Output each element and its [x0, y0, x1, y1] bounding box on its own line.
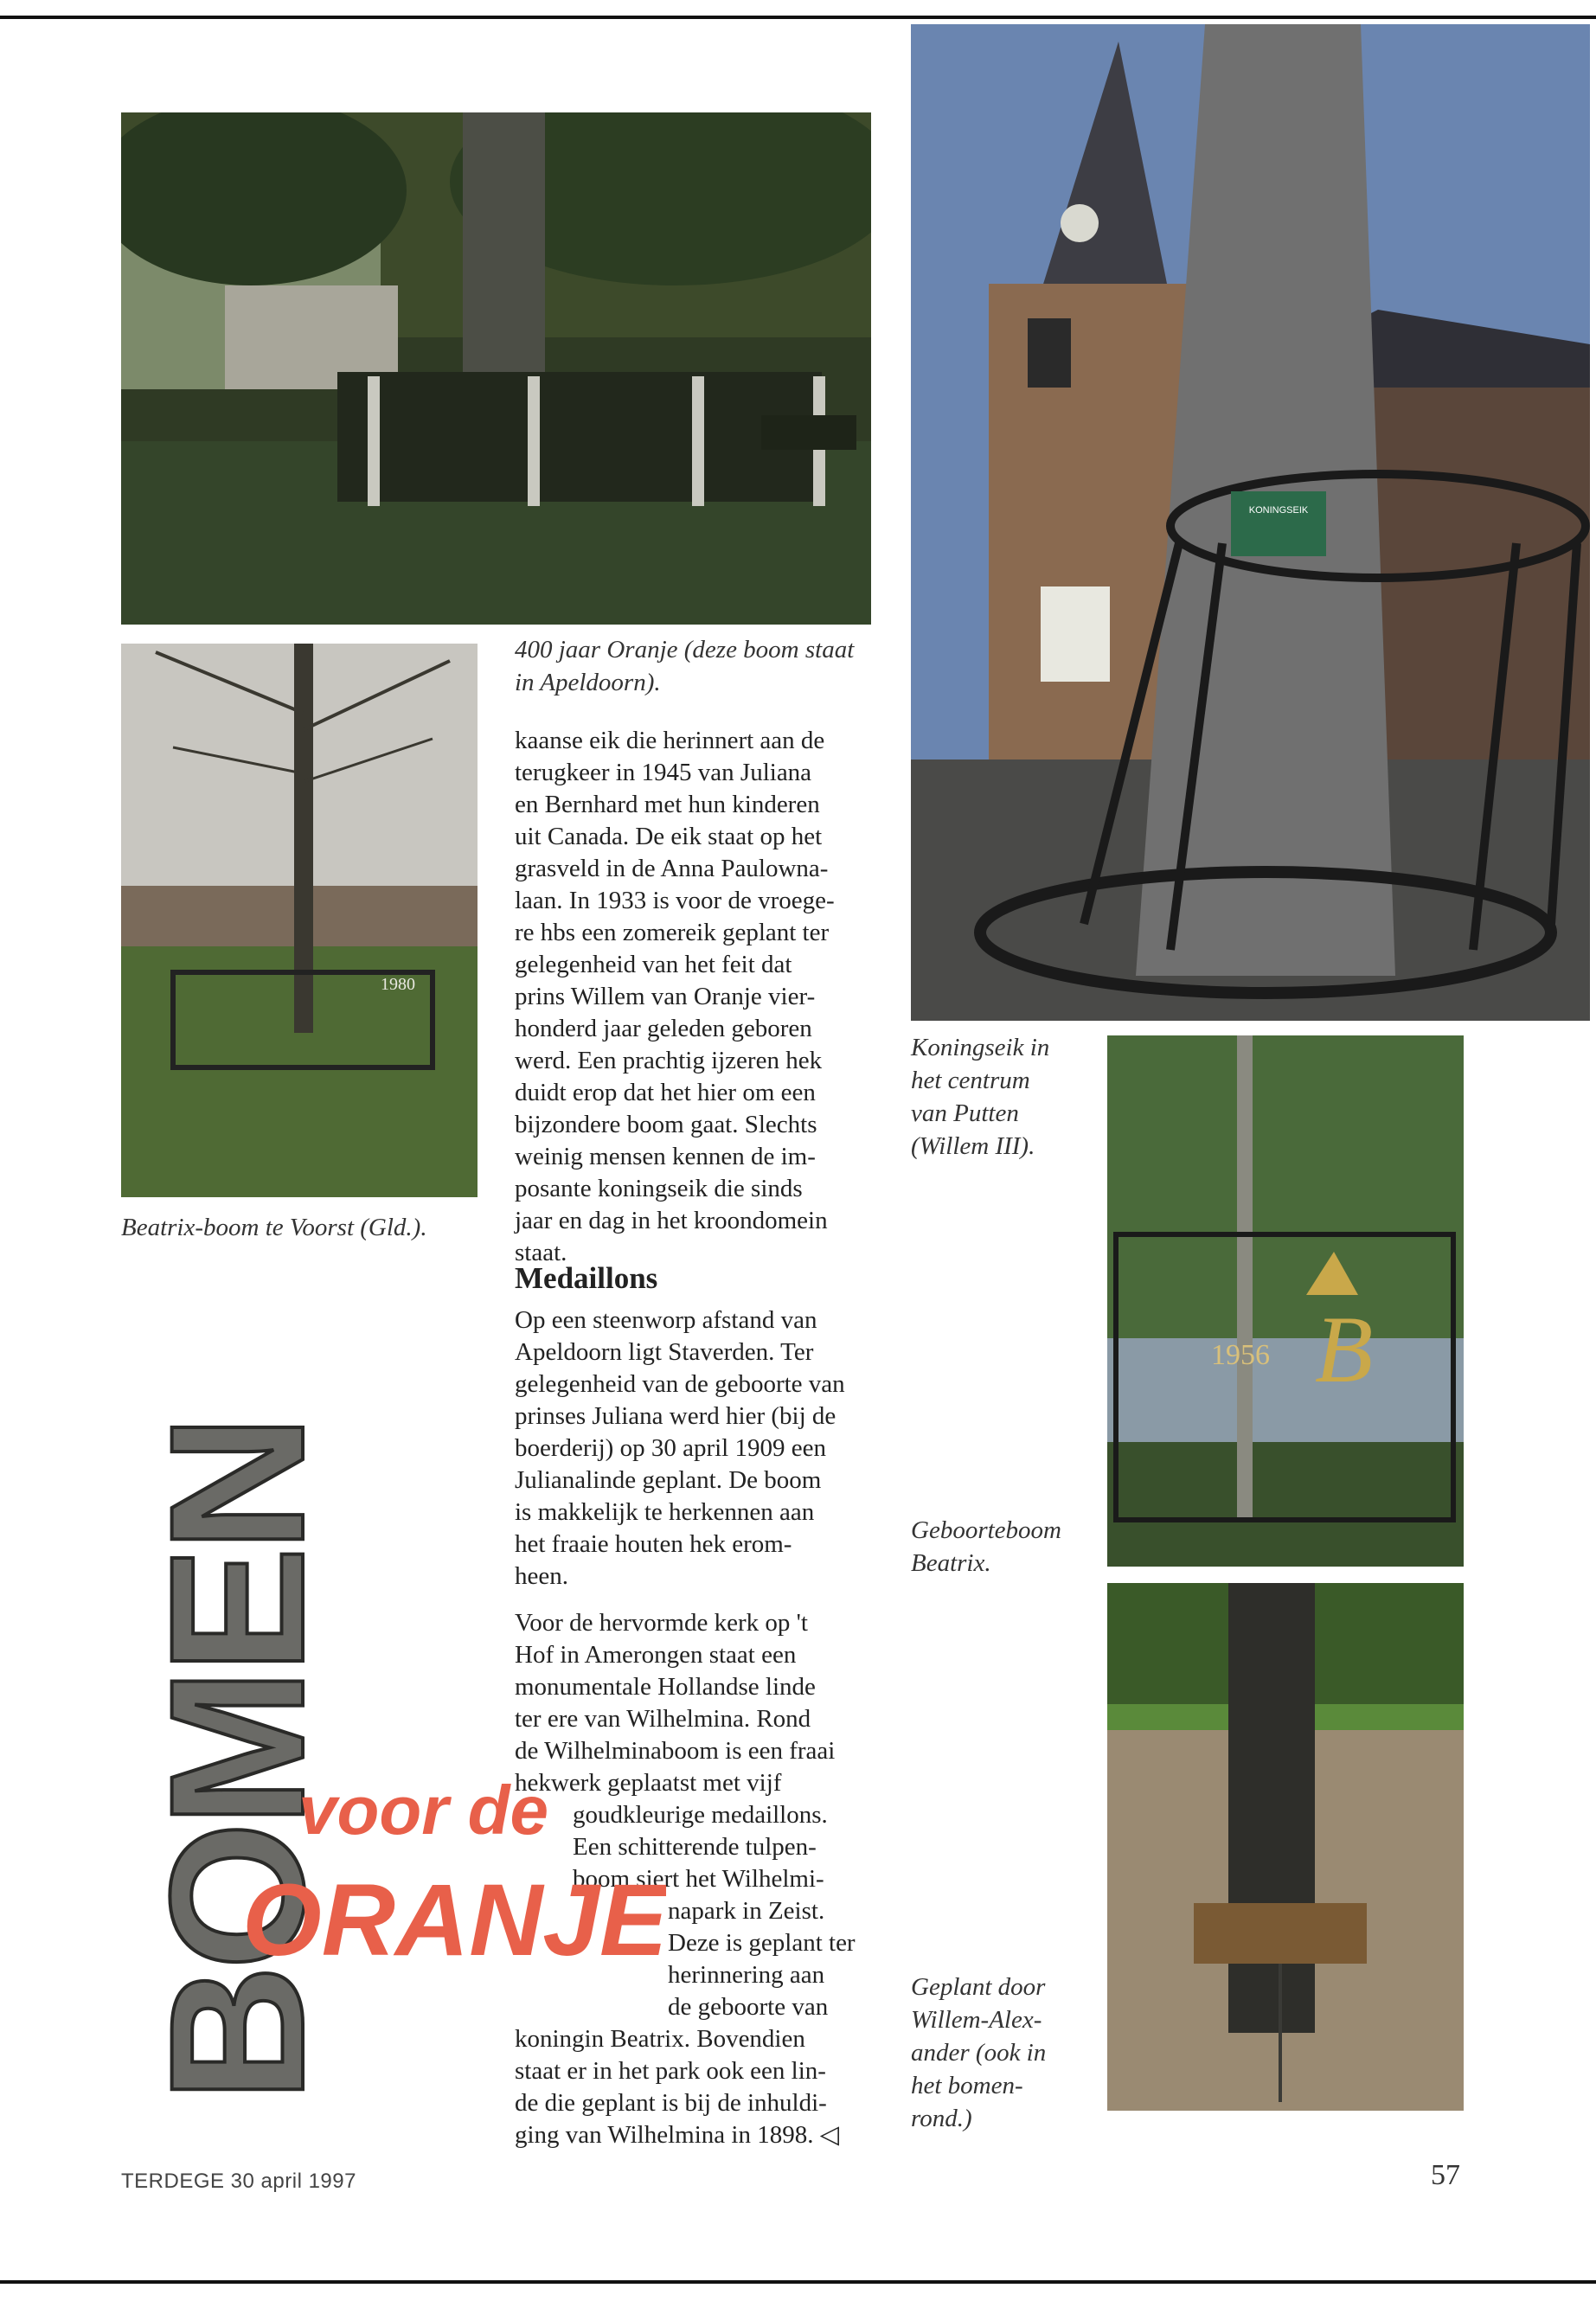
- voorst-year-text: 1980: [381, 975, 415, 994]
- body-line: duidt erop dat het hier om een: [515, 1079, 816, 1106]
- page-number: 57: [1431, 2159, 1460, 2191]
- caption-line: (Willem III).: [911, 1132, 1035, 1160]
- caption-line: het bomen-: [911, 2072, 1023, 2099]
- body-line: prins Willem van Oranje vier-: [515, 983, 816, 1010]
- koningseik-sign-text: KONINGSEIK: [1248, 505, 1309, 516]
- geboorteboom-initial-text: B: [1315, 1297, 1374, 1402]
- caption-line: Geplant door: [911, 1973, 1046, 2001]
- body-line: staat er in het park ook een lin-: [515, 2057, 826, 2085]
- photo-geboorteboom-beatrix: [1107, 1035, 1464, 1567]
- section-heading-medaillons: Medaillons: [515, 1261, 658, 1295]
- body-line: koningin Beatrix. Bovendien: [515, 2025, 805, 2053]
- body-line: het fraaie houten hek erom-: [515, 1530, 792, 1558]
- body-line: napark in Zeist.: [668, 1897, 825, 1925]
- publication-footer: TERDEGE 30 april 1997: [121, 2170, 356, 2193]
- body-line: kaanse eik die herinnert aan de: [515, 727, 825, 754]
- article-title-art: [112, 1367, 666, 2111]
- caption-line: Beatrix-boom te Voorst (Gld.).: [121, 1214, 427, 1241]
- photo-putten-koningseik: [911, 24, 1590, 1021]
- body-line: posante koningseik die sinds: [515, 1175, 803, 1202]
- title-bomen: BOMEN: [131, 1420, 343, 2102]
- body-line: Voor de hervormde kerk op 't: [515, 1609, 808, 1637]
- caption-putten: [911, 1031, 1049, 1163]
- body-line: goudkleurige medaillons.: [573, 1801, 828, 1829]
- body-line: herinnering aan: [668, 1961, 825, 1989]
- caption-apeldoorn: [515, 633, 854, 699]
- body-line: heen.: [515, 1562, 568, 1590]
- body-line: jaar en dag in het kroondomein: [515, 1207, 828, 1234]
- caption-voorst: [121, 1211, 427, 1244]
- body-line: re hbs een zomereik geplant ter: [515, 919, 830, 946]
- caption-line: in Apeldoorn).: [515, 669, 661, 696]
- body-line: uit Canada. De eik staat op het: [515, 823, 823, 850]
- body-line: terugkeer in 1945 van Juliana: [515, 759, 812, 786]
- caption-line: ander (ook in: [911, 2039, 1047, 2067]
- caption-line: Koningseik in: [911, 1034, 1050, 1061]
- caption-line: Beatrix.: [911, 1549, 991, 1577]
- body-line: hekwerk geplaatst met vijf: [515, 1769, 782, 1797]
- body-line: Een schitterende tulpen-: [573, 1833, 817, 1861]
- body-paragraph-1: [515, 725, 835, 1269]
- body-line: de geboorte van: [668, 1993, 829, 2021]
- body-line: ging van Wilhelmina in 1898. ◁: [515, 2121, 840, 2149]
- geboorteboom-year-text: 1956: [1211, 1339, 1270, 1371]
- bottom-border: [0, 2280, 1596, 2284]
- body-line: bijzondere boom gaat. Slechts: [515, 1111, 817, 1138]
- body-line: Deze is geplant ter: [668, 1929, 856, 1957]
- caption-geboorteboom: [911, 1514, 1061, 1580]
- photo-voorst-beatrix-tree: [121, 644, 478, 1197]
- body-paragraph-3c: [668, 1895, 856, 2023]
- caption-line: Willem-Alex-: [911, 2006, 1042, 2034]
- body-line: Hof in Amerongen staat een: [515, 1641, 797, 1669]
- body-line: is makkelijk te herkennen aan: [515, 1498, 815, 1526]
- body-line: monumentale Hollandse linde: [515, 1673, 816, 1701]
- body-line: boerderij) op 30 april 1909 een: [515, 1434, 826, 1462]
- body-line: staat.: [515, 1239, 567, 1266]
- title-oranjes: ORANJE: [242, 1863, 666, 1977]
- body-line: ter ere van Wilhelmina. Rond: [515, 1705, 811, 1733]
- body-line: Julianalinde geplant. De boom: [515, 1466, 822, 1494]
- body-line: gelegenheid van de geboorte van: [515, 1370, 845, 1398]
- top-border: [0, 16, 1596, 19]
- caption-willem-alexander: [911, 1971, 1046, 2135]
- body-line: weinig mensen kennen de im-: [515, 1143, 816, 1170]
- body-line: de Wilhelminaboom is een fraai: [515, 1737, 836, 1765]
- caption-line: van Putten: [911, 1099, 1019, 1127]
- body-line: de die geplant is bij de inhuldi-: [515, 2089, 827, 2117]
- caption-line: Geboorteboom: [911, 1516, 1061, 1544]
- body-line: laan. In 1933 is voor de vroege-: [515, 887, 835, 914]
- body-line: honderd jaar geleden geboren: [515, 1015, 812, 1042]
- photo-willem-alexander-tree: [1107, 1583, 1464, 2111]
- body-line: gelegenheid van het feit dat: [515, 951, 792, 978]
- caption-line: het centrum: [911, 1067, 1030, 1094]
- caption-line: 400 jaar Oranje (deze boom staat: [515, 636, 855, 663]
- title-voor-de: voor de: [298, 1772, 548, 1849]
- body-line: werd. Een prachtig ijzeren hek: [515, 1047, 823, 1074]
- body-line: boom siert het Wilhelmi-: [573, 1865, 824, 1893]
- body-line: en Bernhard met hun kinderen: [515, 791, 820, 818]
- photo-apeldoorn-tree: [121, 112, 871, 625]
- caption-line: rond.): [911, 2105, 972, 2132]
- body-line: Op een steenworp afstand van: [515, 1306, 817, 1334]
- body-line: Apeldoorn ligt Staverden. Ter: [515, 1338, 814, 1366]
- body-line: grasveld in de Anna Paulowna-: [515, 855, 829, 882]
- body-line: prinses Juliana werd hier (bij de: [515, 1402, 836, 1430]
